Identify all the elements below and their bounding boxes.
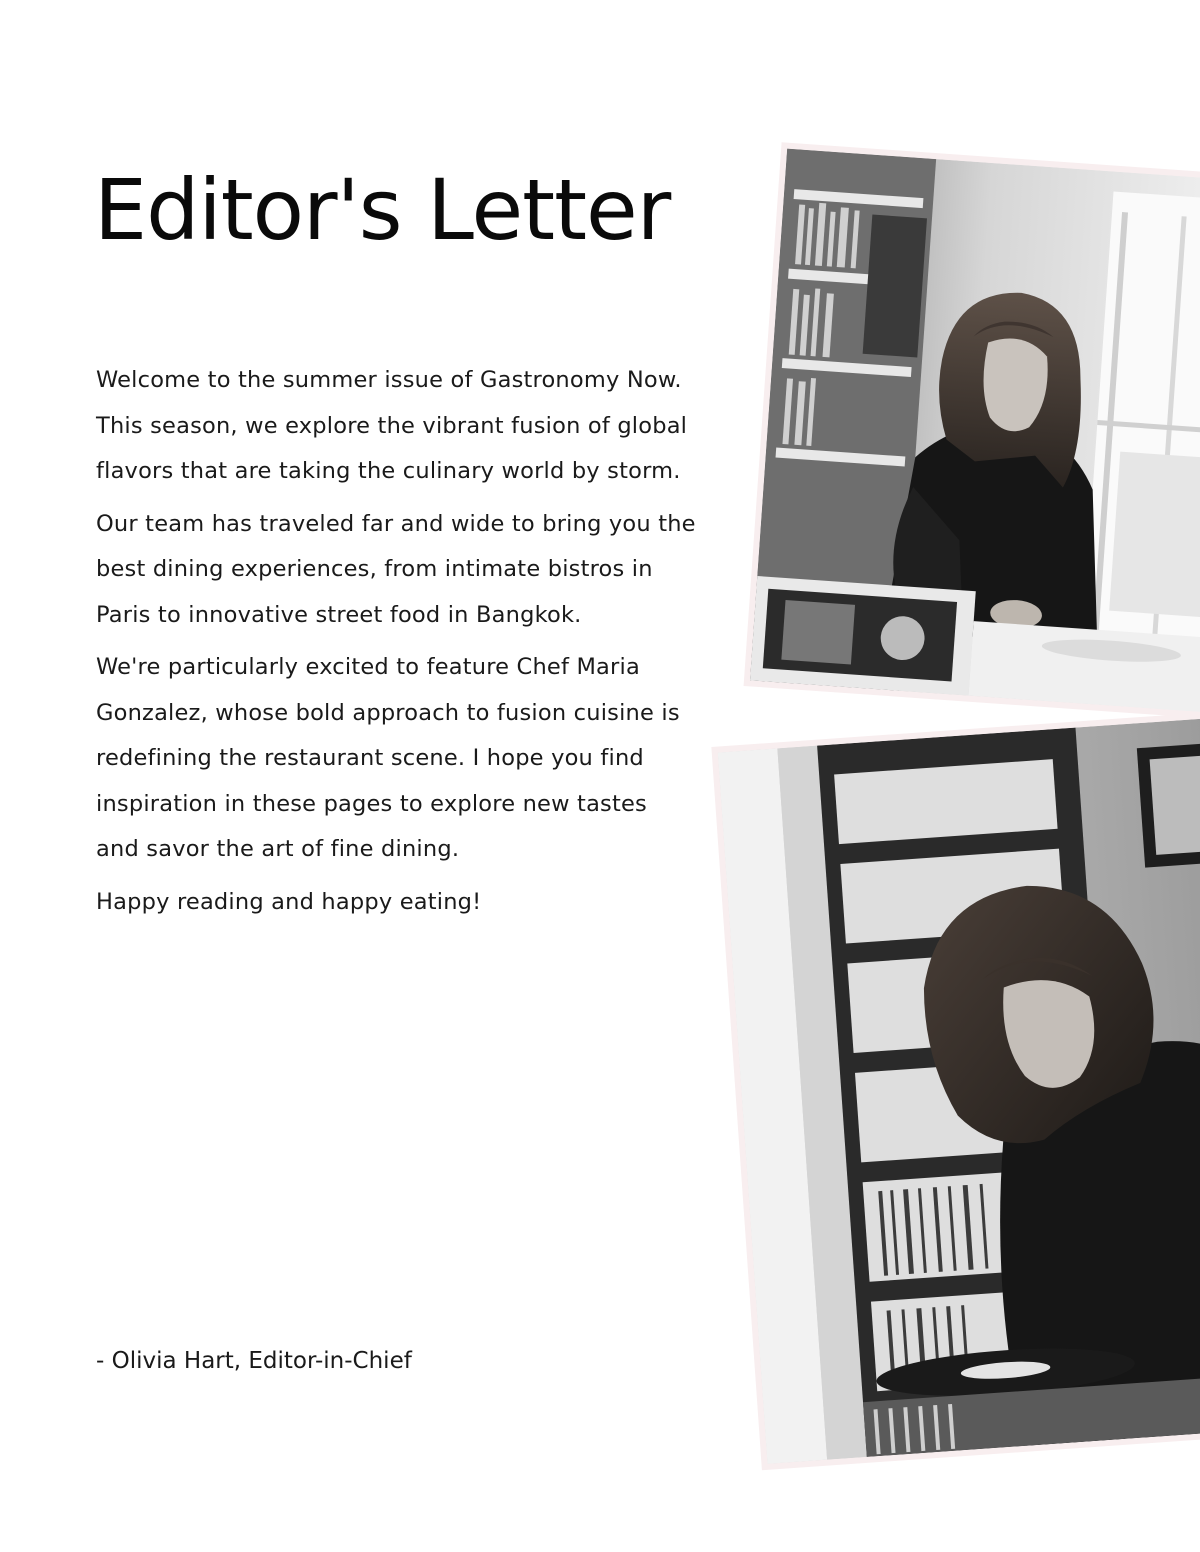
- photo-woman-browsing-records: [744, 142, 1200, 718]
- photo-2-image: [718, 717, 1200, 1464]
- photo-1-image: [750, 149, 1200, 713]
- letter-paragraph: Happy reading and happy eating!: [96, 888, 482, 915]
- letter-body: [96, 358, 696, 932]
- signature: - Olivia Hart, Editor-in-Chief: [96, 1348, 412, 1374]
- letter-paragraph: We're particularly excited to feature Chef Maria Gonzalez, whose bold approach to fusion cuisine is redefining the restaurant scene. I hope you find inspiration in these pages to explore new tastes and savor the art of fine dining.: [96, 654, 680, 862]
- letter-paragraph: Welcome to the summer issue of Gastronomy Now. This season, we explore the vibrant fusion of global flavors that are taking the culinary world by storm.: [96, 367, 688, 484]
- page-title: Editor's Letter: [94, 161, 671, 259]
- letter-paragraph: Our team has traveled far and wide to bring you the best dining experiences, from intimate bistros in Paris to innovative street food in Bangkok.: [96, 510, 696, 628]
- photo-woman-with-vinyl: [711, 711, 1200, 1471]
